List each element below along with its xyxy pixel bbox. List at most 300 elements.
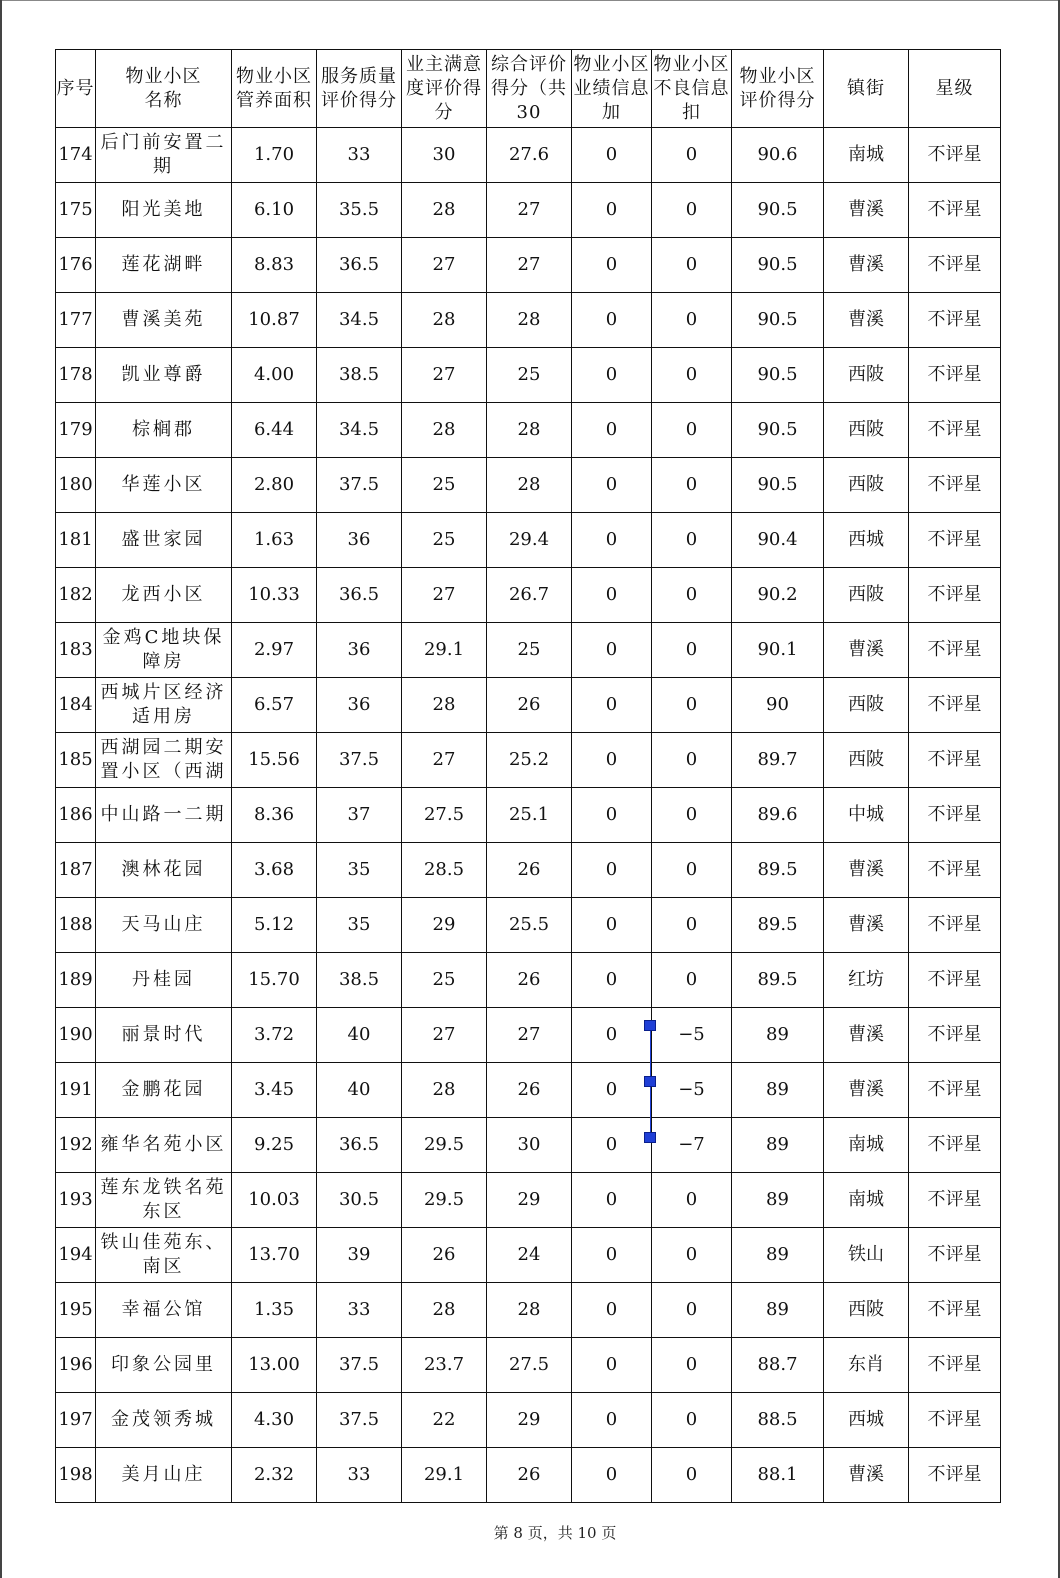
table-cell: 0 [652, 568, 732, 623]
table-cell: 0 [652, 348, 732, 403]
table-cell: 0 [572, 953, 652, 1008]
table-row [56, 1228, 1001, 1283]
table-cell: 不评星 [909, 1008, 1001, 1063]
table-cell: 0 [572, 1173, 652, 1228]
table-cell: 88.1 [732, 1448, 824, 1503]
table-header-row [56, 50, 1001, 128]
header-cell: 物业小区管养面积 [232, 50, 317, 128]
table-cell: 27.5 [487, 1338, 572, 1393]
table-cell: 西陂 [824, 403, 909, 458]
table-cell: 29.5 [402, 1173, 487, 1228]
table-cell: 莲东龙铁名苑东区 [96, 1173, 232, 1228]
table-cell: 40 [317, 1008, 402, 1063]
table-row [56, 128, 1001, 183]
table-row [56, 458, 1001, 513]
table-cell: 28 [487, 403, 572, 458]
table-cell: 曹溪 [824, 898, 909, 953]
table-cell: 曹溪 [824, 843, 909, 898]
table-cell: 澳林花园 [96, 843, 232, 898]
table-cell: 25.5 [487, 898, 572, 953]
table-cell: 不评星 [909, 1393, 1001, 1448]
table-cell: 红坊 [824, 953, 909, 1008]
table-cell: 8.83 [232, 238, 317, 293]
table-cell: 28.5 [402, 843, 487, 898]
table-cell: 192 [56, 1118, 96, 1173]
table-cell: 0 [572, 733, 652, 788]
table-cell: 178 [56, 348, 96, 403]
table-cell: 0 [652, 1448, 732, 1503]
table-row [56, 953, 1001, 1008]
header-cell: 序号 [56, 50, 96, 128]
table-cell: 0 [652, 843, 732, 898]
table-cell: 23.7 [402, 1338, 487, 1393]
table-cell: 37.5 [317, 733, 402, 788]
table-cell: 0 [572, 843, 652, 898]
table-cell: 28 [487, 458, 572, 513]
table-cell: 后门前安置二期 [96, 128, 232, 183]
table-cell: 37.5 [317, 1338, 402, 1393]
table-cell: 15.56 [232, 733, 317, 788]
table-cell: 89.6 [732, 788, 824, 843]
table-cell: 不评星 [909, 513, 1001, 568]
table-cell: 186 [56, 788, 96, 843]
table-cell: 27 [402, 348, 487, 403]
table-cell: 180 [56, 458, 96, 513]
table-cell: 196 [56, 1338, 96, 1393]
table-cell: 0 [572, 348, 652, 403]
table-row [56, 678, 1001, 733]
table-cell: 铁山佳苑东、南区 [96, 1228, 232, 1283]
table-cell: 38.5 [317, 953, 402, 1008]
table-cell: 曹溪 [824, 238, 909, 293]
table-cell: 29.1 [402, 623, 487, 678]
table-cell: 89 [732, 1173, 824, 1228]
table-row [56, 1283, 1001, 1338]
table-cell: 89.5 [732, 843, 824, 898]
table-cell: 40 [317, 1063, 402, 1118]
table-cell: 29 [487, 1393, 572, 1448]
table-cell: 189 [56, 953, 96, 1008]
table-cell: 0 [652, 733, 732, 788]
table-cell: 0 [652, 788, 732, 843]
table-cell: 36.5 [317, 568, 402, 623]
table-cell: 89 [732, 1118, 824, 1173]
table-cell: 24 [487, 1228, 572, 1283]
table-cell: 9.25 [232, 1118, 317, 1173]
table-cell: 1.35 [232, 1283, 317, 1338]
table-cell: 不评星 [909, 678, 1001, 733]
table-cell: 0 [572, 128, 652, 183]
table-cell: 179 [56, 403, 96, 458]
table-cell: 89 [732, 1228, 824, 1283]
table-cell: 1.63 [232, 513, 317, 568]
table-cell: 28 [402, 1063, 487, 1118]
table-row [56, 898, 1001, 953]
table-cell: 西陂 [824, 1283, 909, 1338]
table-cell: 89.5 [732, 898, 824, 953]
table-cell: 金茂领秀城 [96, 1393, 232, 1448]
table-cell: 29.4 [487, 513, 572, 568]
table-cell: 27 [487, 1008, 572, 1063]
table-cell: 不评星 [909, 898, 1001, 953]
table-cell: 39 [317, 1228, 402, 1283]
table-row [56, 1063, 1001, 1118]
table-cell: 0 [572, 678, 652, 733]
table-cell: 3.45 [232, 1063, 317, 1118]
table-cell: 不评星 [909, 1173, 1001, 1228]
table-cell: 25 [487, 623, 572, 678]
table-cell: 0 [572, 238, 652, 293]
table-cell: 0 [652, 238, 732, 293]
table-cell: 183 [56, 623, 96, 678]
table-cell: 金鸡C地块保障房 [96, 623, 232, 678]
table-cell: 25 [487, 348, 572, 403]
table-cell: 28 [402, 183, 487, 238]
table-cell: 不评星 [909, 348, 1001, 403]
table-cell: 1.70 [232, 128, 317, 183]
page-edge-left [0, 0, 2, 1578]
table-cell: 25.2 [487, 733, 572, 788]
table-cell: 不评星 [909, 1448, 1001, 1503]
table-cell: 西陂 [824, 348, 909, 403]
table-cell: 不评星 [909, 1063, 1001, 1118]
table-cell: 不评星 [909, 623, 1001, 678]
table-cell: 29 [402, 898, 487, 953]
table-cell: 30.5 [317, 1173, 402, 1228]
header-cell: 物业小区业绩信息加 [572, 50, 652, 128]
table-cell: 198 [56, 1448, 96, 1503]
table-cell: 4.00 [232, 348, 317, 403]
table-cell: 不评星 [909, 1338, 1001, 1393]
table-cell: 曹溪 [824, 1448, 909, 1503]
table-cell: 181 [56, 513, 96, 568]
table-cell: 33 [317, 128, 402, 183]
table-row [56, 1173, 1001, 1228]
table-cell: 0 [652, 403, 732, 458]
page-footer: 第 8 页，共 10 页 [493, 1524, 617, 1542]
table-cell: 34.5 [317, 403, 402, 458]
table-cell: 90.5 [732, 348, 824, 403]
table-cell: 南城 [824, 1118, 909, 1173]
table-cell: 2.32 [232, 1448, 317, 1503]
table-cell: 0 [652, 458, 732, 513]
evaluation-table [55, 49, 1001, 1503]
table-cell: 0 [572, 1063, 652, 1118]
table-cell: 36 [317, 623, 402, 678]
table-cell: 西城 [824, 513, 909, 568]
table-cell: 0 [572, 1338, 652, 1393]
table-cell: 27.6 [487, 128, 572, 183]
table-cell: 34.5 [317, 293, 402, 348]
table-cell: 26 [487, 953, 572, 1008]
table-cell: 35.5 [317, 183, 402, 238]
table-row [56, 1338, 1001, 1393]
table-cell: 88.5 [732, 1393, 824, 1448]
table-cell: 盛世家园 [96, 513, 232, 568]
table-cell: 美月山庄 [96, 1448, 232, 1503]
table-cell: 3.68 [232, 843, 317, 898]
table-cell: 10.03 [232, 1173, 317, 1228]
table-cell: 90.5 [732, 238, 824, 293]
table-cell: 0 [572, 1118, 652, 1173]
table-cell: 10.87 [232, 293, 317, 348]
table-cell: 38.5 [317, 348, 402, 403]
table-cell: 2.80 [232, 458, 317, 513]
table-row [56, 1448, 1001, 1503]
table-cell: 190 [56, 1008, 96, 1063]
table-cell: 33 [317, 1448, 402, 1503]
table-cell: 不评星 [909, 1118, 1001, 1173]
table-cell: 东肖 [824, 1338, 909, 1393]
table-cell: 天马山庄 [96, 898, 232, 953]
table-cell: 89 [732, 1008, 824, 1063]
table-cell: 26 [487, 678, 572, 733]
table-cell: 印象公园里 [96, 1338, 232, 1393]
table-cell: 0 [572, 293, 652, 348]
table-cell: 丽景时代 [96, 1008, 232, 1063]
table-cell: 不评星 [909, 403, 1001, 458]
table-row [56, 623, 1001, 678]
selection-handle[interactable] [644, 1020, 656, 1031]
table-cell: 25 [402, 458, 487, 513]
table-cell: 27 [487, 183, 572, 238]
table-cell: 曹溪 [824, 623, 909, 678]
table-cell: 194 [56, 1228, 96, 1283]
table-cell: 176 [56, 238, 96, 293]
table-row [56, 348, 1001, 403]
table-cell: 37.5 [317, 458, 402, 513]
table-cell: 0 [652, 1228, 732, 1283]
table-cell: 184 [56, 678, 96, 733]
table-cell: 35 [317, 843, 402, 898]
table-cell: −5 [652, 1063, 732, 1118]
table-cell: 33 [317, 1283, 402, 1338]
table-cell: 177 [56, 293, 96, 348]
selection-handle[interactable] [644, 1076, 656, 1087]
table-cell: 0 [572, 1393, 652, 1448]
table-cell: 0 [652, 183, 732, 238]
table-cell: 88.7 [732, 1338, 824, 1393]
table-cell: 金鹏花园 [96, 1063, 232, 1118]
table-cell: 29.5 [402, 1118, 487, 1173]
table-row [56, 183, 1001, 238]
table-cell: 6.10 [232, 183, 317, 238]
table-cell: 0 [572, 1008, 652, 1063]
table-cell: 西陂 [824, 458, 909, 513]
header-cell: 物业小区名称 [96, 50, 232, 128]
header-cell: 物业小区评价得分 [732, 50, 824, 128]
table-cell: 凯业尊爵 [96, 348, 232, 403]
table-cell: 90.5 [732, 293, 824, 348]
table-cell: 不评星 [909, 183, 1001, 238]
table-cell: 8.36 [232, 788, 317, 843]
table-cell: 0 [572, 568, 652, 623]
table-cell: 90.2 [732, 568, 824, 623]
table-cell: 不评星 [909, 1283, 1001, 1338]
table-cell: 曹溪美苑 [96, 293, 232, 348]
table-cell: 90.5 [732, 458, 824, 513]
table-cell: 27 [402, 568, 487, 623]
table-cell: 182 [56, 568, 96, 623]
table-cell: 4.30 [232, 1393, 317, 1448]
page-edge-top [0, 0, 1060, 1]
table-row [56, 1393, 1001, 1448]
table-cell: 25 [402, 513, 487, 568]
table-cell: 27.5 [402, 788, 487, 843]
table-cell: 25.1 [487, 788, 572, 843]
table-cell: 0 [652, 128, 732, 183]
table-cell: 幸福公馆 [96, 1283, 232, 1338]
table-cell: 中城 [824, 788, 909, 843]
table-cell: 铁山 [824, 1228, 909, 1283]
table-cell: 西城片区经济适用房 [96, 678, 232, 733]
table-cell: 36.5 [317, 238, 402, 293]
table-cell: 不评星 [909, 568, 1001, 623]
table-cell: 0 [652, 513, 732, 568]
table-cell: 89.7 [732, 733, 824, 788]
table-cell: 龙西小区 [96, 568, 232, 623]
table-cell: 0 [572, 403, 652, 458]
table-cell: 0 [572, 183, 652, 238]
table-cell: 25 [402, 953, 487, 1008]
table-cell: 27 [487, 238, 572, 293]
table-cell: 0 [572, 1283, 652, 1338]
table-cell: 13.70 [232, 1228, 317, 1283]
table-cell: 22 [402, 1393, 487, 1448]
table-cell: 89.5 [732, 953, 824, 1008]
table-cell: 曹溪 [824, 1008, 909, 1063]
table-cell: 0 [652, 1393, 732, 1448]
header-cell: 服务质量评价得分 [317, 50, 402, 128]
table-cell: 0 [572, 788, 652, 843]
table-cell: 28 [487, 293, 572, 348]
table-cell: 丹桂园 [96, 953, 232, 1008]
table-cell: 0 [652, 678, 732, 733]
table-cell: 90.5 [732, 183, 824, 238]
table-cell: 2.97 [232, 623, 317, 678]
table-cell: 3.72 [232, 1008, 317, 1063]
table-cell: 26 [487, 843, 572, 898]
table-cell: −7 [652, 1118, 732, 1173]
table-row [56, 568, 1001, 623]
table-row [56, 733, 1001, 788]
table-row [56, 1008, 1001, 1063]
table-cell: 30 [487, 1118, 572, 1173]
table-cell: 不评星 [909, 238, 1001, 293]
table-cell: 南城 [824, 1173, 909, 1228]
header-cell: 镇街 [824, 50, 909, 128]
table-row [56, 1118, 1001, 1173]
header-cell: 业主满意度评价得分 [402, 50, 487, 128]
table-cell: 187 [56, 843, 96, 898]
table-cell: 0 [572, 1228, 652, 1283]
table-cell: 90 [732, 678, 824, 733]
table-cell: 西陂 [824, 678, 909, 733]
table-row [56, 403, 1001, 458]
table-cell: 不评星 [909, 788, 1001, 843]
table-cell: 28 [402, 678, 487, 733]
table-cell: 南城 [824, 128, 909, 183]
table-cell: 西陂 [824, 733, 909, 788]
table-cell: 89 [732, 1063, 824, 1118]
table-cell: 5.12 [232, 898, 317, 953]
table-cell: 29 [487, 1173, 572, 1228]
table-cell: 10.33 [232, 568, 317, 623]
table-cell: 莲花湖畔 [96, 238, 232, 293]
table-cell: 西城 [824, 1393, 909, 1448]
table-cell: 6.44 [232, 403, 317, 458]
table-cell: 29.1 [402, 1448, 487, 1503]
table-cell: 0 [652, 1283, 732, 1338]
table-cell: 0 [652, 293, 732, 348]
table-cell: 175 [56, 183, 96, 238]
table-cell: 90.4 [732, 513, 824, 568]
table-cell: 西湖园二期安置小区（西湖 [96, 733, 232, 788]
table-cell: 27 [402, 238, 487, 293]
table-cell: 不评星 [909, 128, 1001, 183]
table-cell: 不评星 [909, 733, 1001, 788]
header-cell: 物业小区不良信息扣 [652, 50, 732, 128]
table-row [56, 513, 1001, 568]
table-cell: 89 [732, 1283, 824, 1338]
table-cell: 28 [402, 1283, 487, 1338]
table-cell: 不评星 [909, 458, 1001, 513]
table-cell: 曹溪 [824, 183, 909, 238]
table-cell: 191 [56, 1063, 96, 1118]
table-cell: 90.5 [732, 403, 824, 458]
table-cell: 28 [402, 293, 487, 348]
table-cell: 0 [652, 1173, 732, 1228]
table-cell: 6.57 [232, 678, 317, 733]
table-cell: 不评星 [909, 1228, 1001, 1283]
table-cell: 36.5 [317, 1118, 402, 1173]
table-cell: 不评星 [909, 953, 1001, 1008]
table-row [56, 788, 1001, 843]
table-cell: 28 [487, 1283, 572, 1338]
table-cell: 37 [317, 788, 402, 843]
table-cell: 28 [402, 403, 487, 458]
selection-handle[interactable] [644, 1132, 656, 1143]
table-cell: 0 [652, 953, 732, 1008]
table-cell: 不评星 [909, 843, 1001, 898]
table-cell: 37.5 [317, 1393, 402, 1448]
table-cell: 15.70 [232, 953, 317, 1008]
table-cell: 174 [56, 128, 96, 183]
table-cell: −5 [652, 1008, 732, 1063]
table-cell: 26 [487, 1448, 572, 1503]
table-cell: 华莲小区 [96, 458, 232, 513]
table-cell: 13.00 [232, 1338, 317, 1393]
table-cell: 26 [487, 1063, 572, 1118]
table-cell: 雍华名苑小区 [96, 1118, 232, 1173]
table-cell: 185 [56, 733, 96, 788]
table-cell: 0 [652, 1338, 732, 1393]
table-cell: 曹溪 [824, 1063, 909, 1118]
table-cell: 不评星 [909, 293, 1001, 348]
table-cell: 0 [652, 898, 732, 953]
table-body [56, 128, 1001, 1503]
table-cell: 棕榈郡 [96, 403, 232, 458]
table-cell: 27 [402, 1008, 487, 1063]
table-cell: 26 [402, 1228, 487, 1283]
table-cell: 曹溪 [824, 293, 909, 348]
table-cell: 30 [402, 128, 487, 183]
table-cell: 26.7 [487, 568, 572, 623]
table-cell: 0 [572, 513, 652, 568]
table-cell: 36 [317, 678, 402, 733]
table-cell: 195 [56, 1283, 96, 1338]
table-cell: 90.6 [732, 128, 824, 183]
